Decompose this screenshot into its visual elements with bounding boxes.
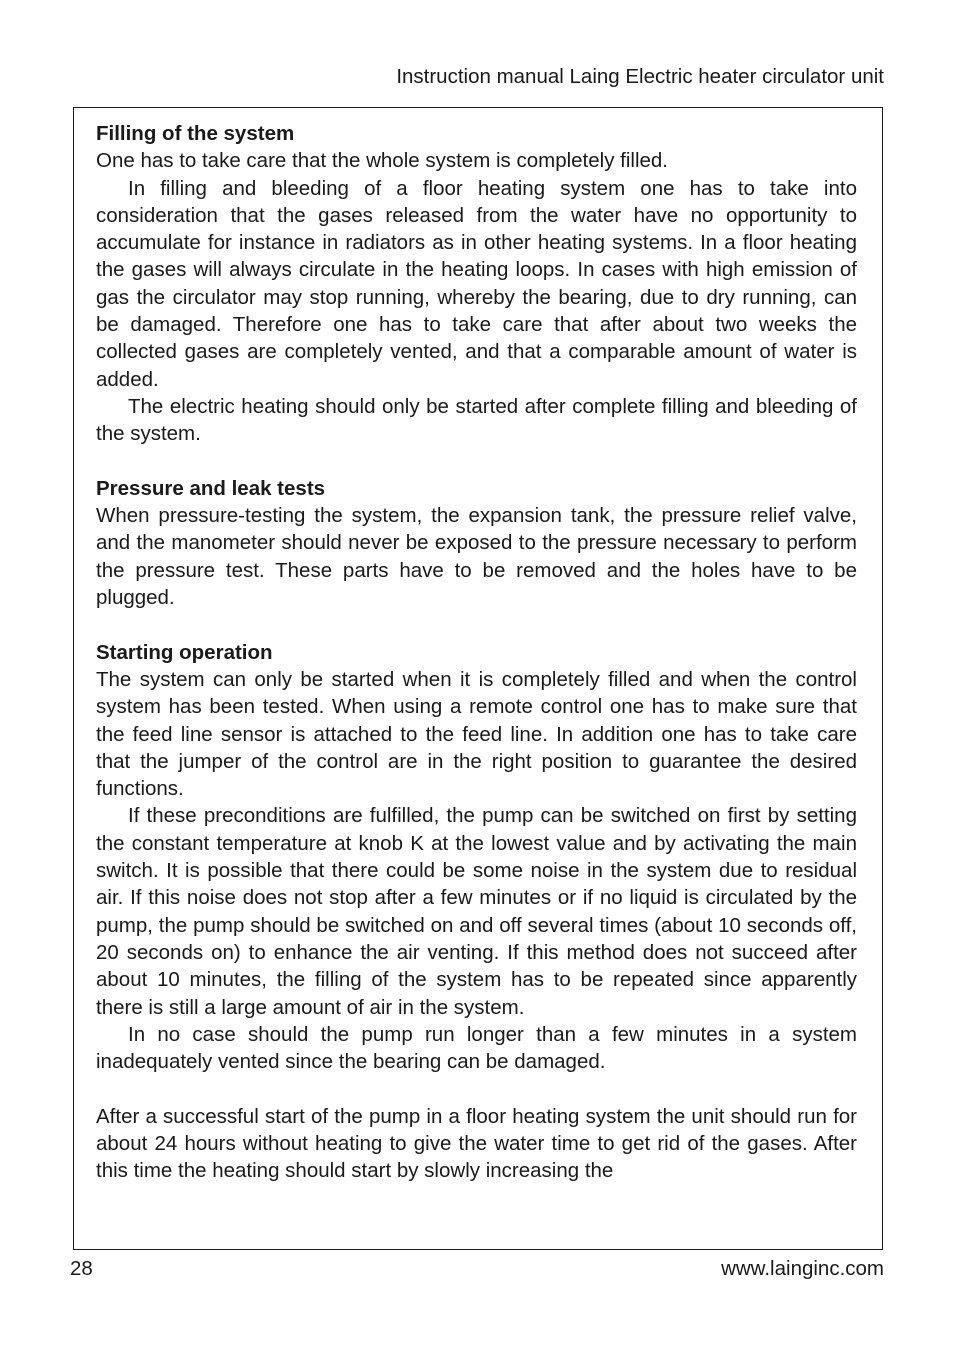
section-heading: Filling of the system (96, 122, 295, 145)
section-heading: Pressure and leak tests (96, 476, 326, 500)
page-number: 28 (70, 1257, 93, 1280)
section-starting-operation (96, 639, 857, 1076)
paragraph: The electric heating should only be started after complete filling and bleeding of the system. (96, 394, 857, 446)
paragraph: In no case should the pump run longer than a few minutes in a system inadequately vented since the bearing can be damaged. (96, 1022, 857, 1074)
section-filling (96, 120, 857, 448)
section-after-start (96, 1103, 857, 1185)
paragraph: The system can only be started when it is completely filled and when the control system has been tested. When using a remote control one has to make sure that the feed line sensor is attached to the feed line. In addition one has to take care that the jumper of the control are in the right position to guarantee the desired functions. (96, 667, 857, 801)
paragraph: One has to take care that the whole system is completely filled. (96, 149, 668, 173)
section-pressure-tests (96, 475, 857, 611)
section-heading: Starting operation (96, 640, 273, 664)
running-header: Instruction manual Laing Electric heater circulator unit (396, 65, 884, 88)
paragraph: After a successful start of the pump in a floor heating system the unit should run for about 24 hours without heating to give the water time to get rid of the gases. After this time the heating should start by slowly increasing the (96, 1104, 857, 1183)
paragraph: When pressure-testing the system, the expansion tank, the pressure relief valve, and the manometer should never be exposed to the pressure necessary to perform the pressure test. These parts have to be removed and the holes have to be plugged. (96, 504, 857, 610)
paragraph: In filling and bleeding of a floor heating system one has to take into consideration that the gases released from the water have no opportunity to accumulate for instance in radiators as in other heating systems. In a floor heating the gases will always circulate in the heating loops. In cases with high emission of gas the circulator may stop running, whereby the bearing, due to dry running, can be damaged. Therefore one has to take care that after about two weeks the collected gases are completely vented, and that a comparable amount of water is added. (96, 176, 857, 391)
body-text (96, 120, 857, 1185)
paragraph: If these preconditions are fulfilled, the pump can be switched on first by setting the constant temperature at knob K at the lowest value and by activating the main switch. It is possible that there could be some noise in the system due to residual air. If this noise does not stop after a few minutes or if no liquid is circulated by the pump, the pump should be switched on and off several times (about 10 seconds off, 20 seconds on) to enhance the air venting. If this method does not succeed after about 10 minutes, the filling of the system has to be repeated since apparently there is still a large amount of air in the system. (96, 804, 857, 1019)
website-link[interactable]: www.lainginc.com (721, 1257, 884, 1280)
